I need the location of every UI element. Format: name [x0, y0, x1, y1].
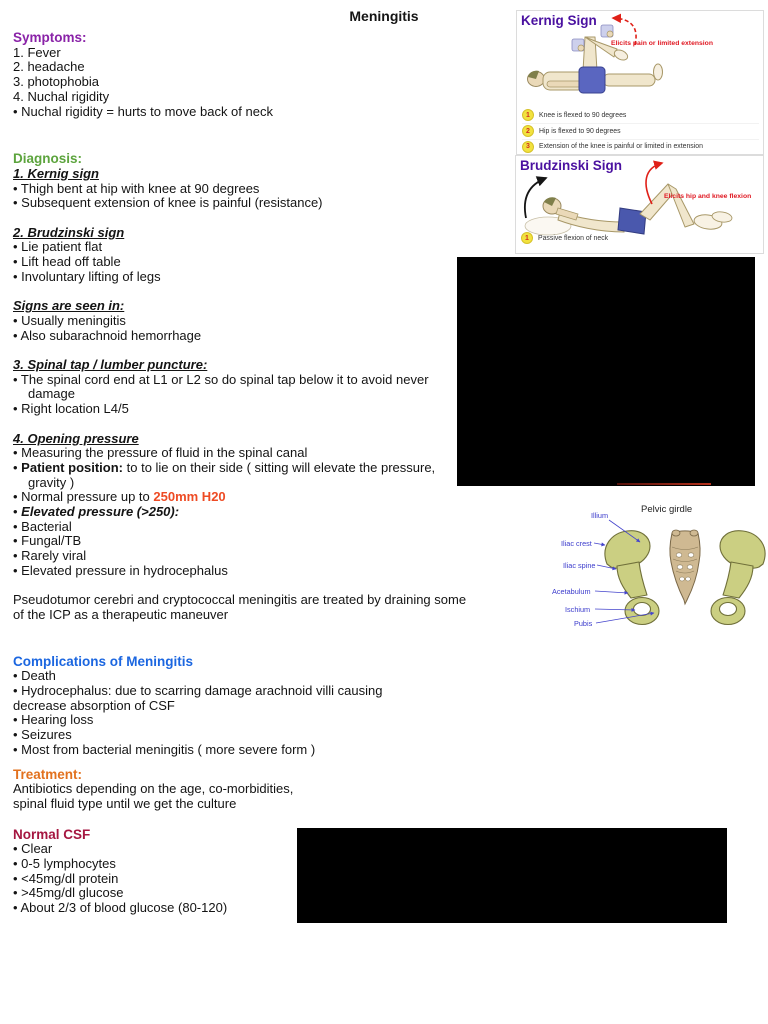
step-number-badge: 1: [522, 109, 534, 121]
text-line: [13, 196, 473, 211]
section-complications: [13, 655, 473, 758]
text-segment: • >45mg/dl glucose: [13, 885, 124, 901]
step-text: Knee is flexed to 90 degrees: [539, 111, 627, 119]
text-line: [13, 60, 473, 75]
text-segment: 3. Spinal tap / lumber puncture:: [13, 357, 208, 373]
notes-column: [13, 31, 473, 916]
text-segment: • Thigh bent at hip with knee at 90 degrees: [13, 180, 260, 196]
kernig-annotation: Elicits pain or limited extension: [611, 40, 713, 47]
text-segment: Pseudotumor cerebri and cryptococcal meningitis are treated by draining some of the ICP as a therapeutic maneuver: [13, 592, 467, 622]
text-segment: • Hydrocephalus: due to scarring damage arachnoid villi causing decrease absorption of CSF: [13, 683, 383, 713]
pelvic-label: Pubis: [574, 619, 593, 628]
step-number-badge: 3: [522, 141, 534, 153]
redaction-edge-artifact: [617, 483, 711, 486]
text-segment: 1. Fever: [13, 44, 61, 60]
text-line: [13, 728, 473, 743]
text-line: [13, 564, 473, 579]
step-text: Hip is flexed to 90 degrees: [539, 127, 621, 135]
brudzinski-sign-figure: [515, 155, 764, 254]
step-number-badge: 1: [521, 232, 533, 244]
text-segment: • Right location L4/5: [13, 401, 129, 417]
text-segment: • Fungal/TB: [13, 533, 82, 549]
section-symptoms: [13, 31, 473, 119]
text-line: [13, 240, 473, 255]
pelvic-label: Ischium: [565, 605, 591, 614]
text-line: [13, 520, 473, 535]
kernig-steps-list: [522, 108, 759, 154]
pelvic-girdle-figure: [543, 500, 767, 640]
text-line: [13, 46, 473, 61]
text-segment: 3. photophobia: [13, 74, 100, 90]
text-segment: • Measuring the pressure of fluid in the spinal canal: [13, 445, 308, 461]
text-segment: 2. headache: [13, 59, 85, 75]
text-segment: •: [13, 504, 22, 520]
text-segment: • Clear: [13, 841, 53, 857]
figure-step: [522, 108, 759, 123]
brudzinski-annotation: Elicits hip and knee flexion: [664, 193, 752, 200]
text-line: [13, 684, 403, 713]
text-line: [13, 593, 473, 622]
text-segment: 4. Opening pressure: [13, 430, 139, 446]
text-line: [13, 182, 473, 197]
section-heading: Diagnosis:: [13, 151, 83, 167]
text-segment: • Also subarachnoid hemorrhage: [13, 327, 202, 343]
redacted-image: [457, 257, 755, 486]
text-segment: • Subsequent extension of knee is painful (resistance): [13, 195, 323, 211]
figure-step: [521, 231, 759, 246]
figure-step: [522, 139, 759, 155]
text-line: [13, 490, 473, 505]
pelvic-figure-title: Pelvic girdle: [641, 504, 693, 515]
text-line: [13, 743, 473, 758]
pelvic-label: Iliac spine: [563, 561, 596, 570]
text-segment: 250mm H20: [153, 489, 226, 505]
text-segment: • Involuntary lifting of legs: [13, 268, 161, 284]
redacted-image: [297, 828, 727, 923]
kernig-figure-title: Kernig Sign: [521, 13, 597, 28]
figure-step: [522, 123, 759, 139]
text-line: [13, 713, 473, 728]
text-line: [13, 432, 473, 447]
text-segment: • Seizures: [13, 727, 72, 743]
text-segment: • Bacterial: [13, 518, 72, 534]
text-segment: • <45mg/dl protein: [13, 870, 119, 886]
text-segment: • Normal pressure up to: [13, 489, 154, 505]
text-segment: • Nuchal rigidity = hurts to move back of neck: [13, 103, 273, 119]
kernig-sign-figure: [516, 10, 764, 155]
brudzinski-figure-title: Brudzinski Sign: [520, 158, 623, 173]
pelvic-label: Iliac crest: [561, 539, 592, 548]
text-line: [13, 105, 473, 120]
section-heading: Symptoms:: [13, 30, 87, 45]
section-heading: Normal CSF: [13, 826, 91, 842]
pelvic-label: Illium: [591, 511, 609, 520]
text-segment: • Most from bacterial meningitis ( more severe form ): [13, 741, 316, 757]
step-number-badge: 2: [522, 125, 534, 137]
text-segment: • The spinal cord end at L1 or L2 so do spinal tap below it to avoid never damage: [13, 371, 429, 402]
text-segment: Signs are seen in:: [13, 298, 125, 314]
step-text: Passive flexion of neck: [538, 234, 609, 242]
text-line: [13, 358, 473, 373]
text-line: [13, 299, 473, 314]
text-segment: • Hearing loss: [13, 712, 94, 728]
text-line: [13, 446, 473, 461]
text-line: [13, 255, 473, 270]
step-text: Extension of the knee is painful or limited in extension: [539, 143, 703, 151]
pelvic-label: Acetabulum: [552, 587, 591, 596]
section-diagnosis: [13, 152, 473, 622]
text-segment: Elevated pressure (>250):: [21, 504, 180, 520]
text-segment: •: [13, 459, 22, 475]
text-line: [13, 402, 473, 417]
text-segment: • Rarely viral: [13, 548, 87, 564]
text-line: [13, 270, 473, 285]
text-line: [13, 167, 473, 182]
text-segment: 2. Brudzinski sign: [13, 224, 125, 240]
text-segment: • Usually meningitis: [13, 312, 126, 328]
text-segment: • About 2/3 of blood glucose (80-120): [13, 900, 228, 916]
text-line: [13, 534, 473, 549]
text-segment: 1. Kernig sign: [13, 165, 99, 181]
text-line: [13, 75, 473, 90]
text-segment: 4. Nuchal rigidity: [13, 88, 110, 104]
text-line: [13, 90, 473, 105]
text-line: [13, 669, 473, 684]
text-segment: • Lie patient flat: [13, 239, 103, 255]
text-segment: to to lie on their side ( sitting will elevate the pressure, gravity ): [28, 459, 436, 490]
text-segment: • 0-5 lymphocytes: [13, 856, 116, 872]
text-line: [13, 549, 473, 564]
text-segment: • Death: [13, 668, 56, 684]
text-line: [13, 461, 473, 490]
text-line: [13, 329, 473, 344]
text-line: [13, 226, 473, 241]
text-line: [13, 373, 473, 402]
section-treatment: [13, 768, 473, 812]
section-heading: Treatment:: [13, 766, 83, 782]
text-segment: • Elevated pressure in hydrocephalus: [13, 562, 228, 578]
text-line: [13, 314, 473, 329]
text-line: [13, 782, 323, 811]
text-segment: Patient position:: [21, 459, 124, 475]
brudzinski-steps-list: [521, 231, 759, 246]
text-line: [13, 505, 473, 520]
text-segment: Antibiotics depending on the age, co-morbidities, spinal fluid type until we get the culture: [13, 781, 294, 811]
text-segment: • Lift head off table: [13, 254, 121, 270]
section-heading: Complications of Meningitis: [13, 653, 194, 669]
page-title: Meningitis: [349, 8, 419, 24]
